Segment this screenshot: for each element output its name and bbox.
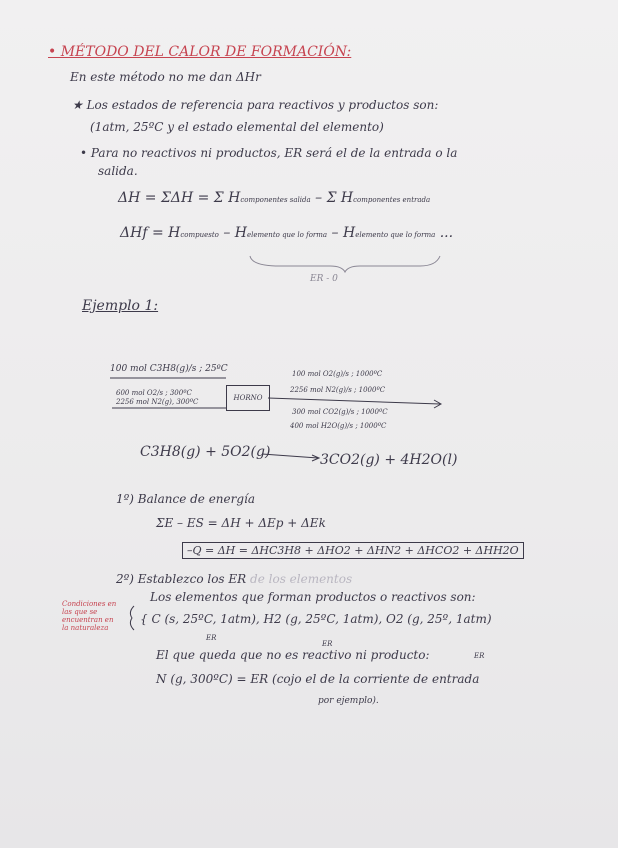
step2-nitrogen-er: N (g, 300ºC) = ER (cojo el de la corriente de entrada [156,672,480,686]
eq1-sub-out: componentes salida [240,196,311,204]
step2-title-text: 2º) Establezco los ER [116,572,247,586]
step1-energy-balance: ΣE – ES = ΔH + ΔEp + ΔEk [156,516,326,530]
eq2-term1: – H [223,225,247,241]
bullet-reference-states: ★ Los estados de referencia para reactivos y productos son: [72,98,439,112]
er-mark-hydrogen: ER [322,640,333,648]
side-note-line: las que se [62,608,98,616]
er-mark-oxygen: ER [474,652,485,660]
side-note-line: Condiciones en [62,600,117,608]
feed-oxygen: 600 mol O2/s ; 300ºC [116,389,192,397]
out-nitrogen: 2256 mol N2(g)/s ; 1000ºC [290,386,386,394]
intro-line: En este método no me dan ΔHr [70,70,261,84]
eq1-minus: – Σ H [315,190,354,206]
eq2-term1-sub: elemento que lo forma [247,231,328,239]
feed-propane: 100 mol C3H8(g)/s ; 25ºC [110,364,228,374]
reaction-products: 3CO2(g) + 4H2O(l) [320,452,458,468]
brace-under-equation [250,256,440,272]
eq2-dots: ... [439,225,454,241]
side-note-line: la naturaleza [62,624,109,632]
step2-elements-intro: Los elementos que forman productos o reactivos son: [150,590,476,604]
eq1-main: ΔH = ΣΔH = Σ H [118,190,241,206]
out-oxygen: 100 mol O2(g)/s ; 1000ºC [292,370,383,378]
bullet-other-species-cont: salida. [98,164,138,178]
outlet-line [268,398,440,404]
eq2-note: ER - 0 [310,274,338,284]
example-title: Ejemplo 1: [82,298,159,314]
step1-title: 1º) Balance de energía [116,492,256,506]
reaction-arrow [262,454,318,458]
bullet-reference-detail: (1atm, 25ºC y el estado elemental del elemento) [90,120,384,134]
eq2-term2-sub: elemento que lo forma [355,231,436,239]
side-note-brace [130,606,134,630]
bullet-other-species: • Para no reactivos ni productos, ER será el de la entrada o la [80,146,458,160]
furnace-label: HORNO [233,394,263,402]
eq1-sub-in: componentes entrada [353,196,431,204]
feed-nitrogen: 2256 mol N2(g), 300ºC [116,398,199,406]
side-note-line: encuentran en [62,616,114,624]
reaction-reactants: C3H8(g) + 5O2(g) [140,444,271,460]
eq2-lhs-sub: compuesto [180,231,219,239]
section-heading: • MÉTODO DEL CALOR DE FORMACIÓN: [48,44,352,60]
er-mark-carbon: ER [206,634,217,642]
step2-remaining: El que queda que no es reactivo ni producto: [156,648,430,662]
step2-reference-states: { C (s, 25ºC, 1atm), H2 (g, 25ºC, 1atm), O2 (g, 25º, 1atm) [140,612,492,626]
out-water: 400 mol H2O(g)/s ; 1000ºC [290,422,387,430]
step1-boxed-result: –Q = ΔH = ΔHC3H8 + ΔHO2 + ΔHN2 + ΔHCO2 + ΔHH2O [182,542,524,559]
eq2-lhs: ΔHf = H [120,225,181,241]
out-co2: 300 mol CO2(g)/s ; 1000ºC [292,408,388,416]
step2-title-faded: de los elementos [250,572,353,586]
eq2-term2: – H [331,225,356,241]
step2-nitrogen-er-cont: por ejemplo). [318,696,379,706]
